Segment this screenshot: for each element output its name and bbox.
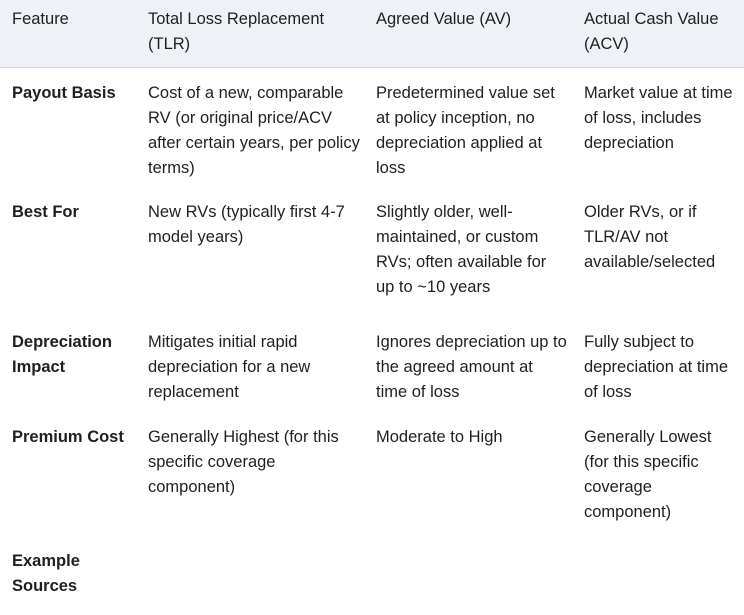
cell-acv: Market value at time of loss, includes depreciation — [584, 84, 733, 152]
header-tlr: Total Loss Replacement (TLR) — [136, 0, 364, 68]
row-feature: Premium Cost — [12, 428, 124, 446]
row-feature: Example Sources — [12, 552, 80, 595]
header-acv: Actual Cash Value (ACV) — [572, 0, 744, 68]
table-header — [0, 0, 744, 68]
cell-tlr: Cost of a new, comparable RV (or original price/ACV after certain years, per policy terms) — [148, 84, 360, 177]
table-row — [0, 316, 744, 413]
cell-av — [364, 539, 572, 605]
table-row — [0, 539, 744, 605]
table-row — [0, 413, 744, 539]
row-feature: Best For — [12, 203, 79, 221]
table-body — [0, 68, 744, 606]
table-row — [0, 68, 744, 188]
table-row — [0, 187, 744, 316]
cell-av: Moderate to High — [376, 428, 503, 446]
cell-av: Slightly older, well-maintained, or custom RVs; often available for up to ~10 years — [376, 203, 547, 296]
cell-av: Ignores depreciation up to the agreed amount at time of loss — [376, 333, 567, 401]
cell-av: Predetermined value set at policy inception, no depreciation applied at loss — [376, 84, 555, 177]
header-feature: Feature — [0, 0, 136, 68]
header-av: Agreed Value (AV) — [364, 0, 572, 68]
cell-acv: Generally Lowest (for this specific coverage component) — [584, 428, 712, 521]
row-feature: Depreciation Impact — [12, 333, 112, 376]
header-row — [0, 0, 744, 68]
row-feature: Payout Basis — [12, 84, 116, 102]
cell-tlr: New RVs (typically first 4-7 model years) — [148, 203, 345, 246]
cell-tlr: Generally Highest (for this specific coverage component) — [148, 428, 339, 496]
cell-tlr: Mitigates initial rapid depreciation for a new replacement — [148, 333, 311, 401]
cell-acv: Older RVs, or if TLR/AV not available/selected — [584, 203, 716, 271]
cell-acv — [572, 539, 744, 605]
cell-acv: Fully subject to depreciation at time of loss — [584, 333, 728, 401]
cell-tlr — [136, 539, 364, 605]
